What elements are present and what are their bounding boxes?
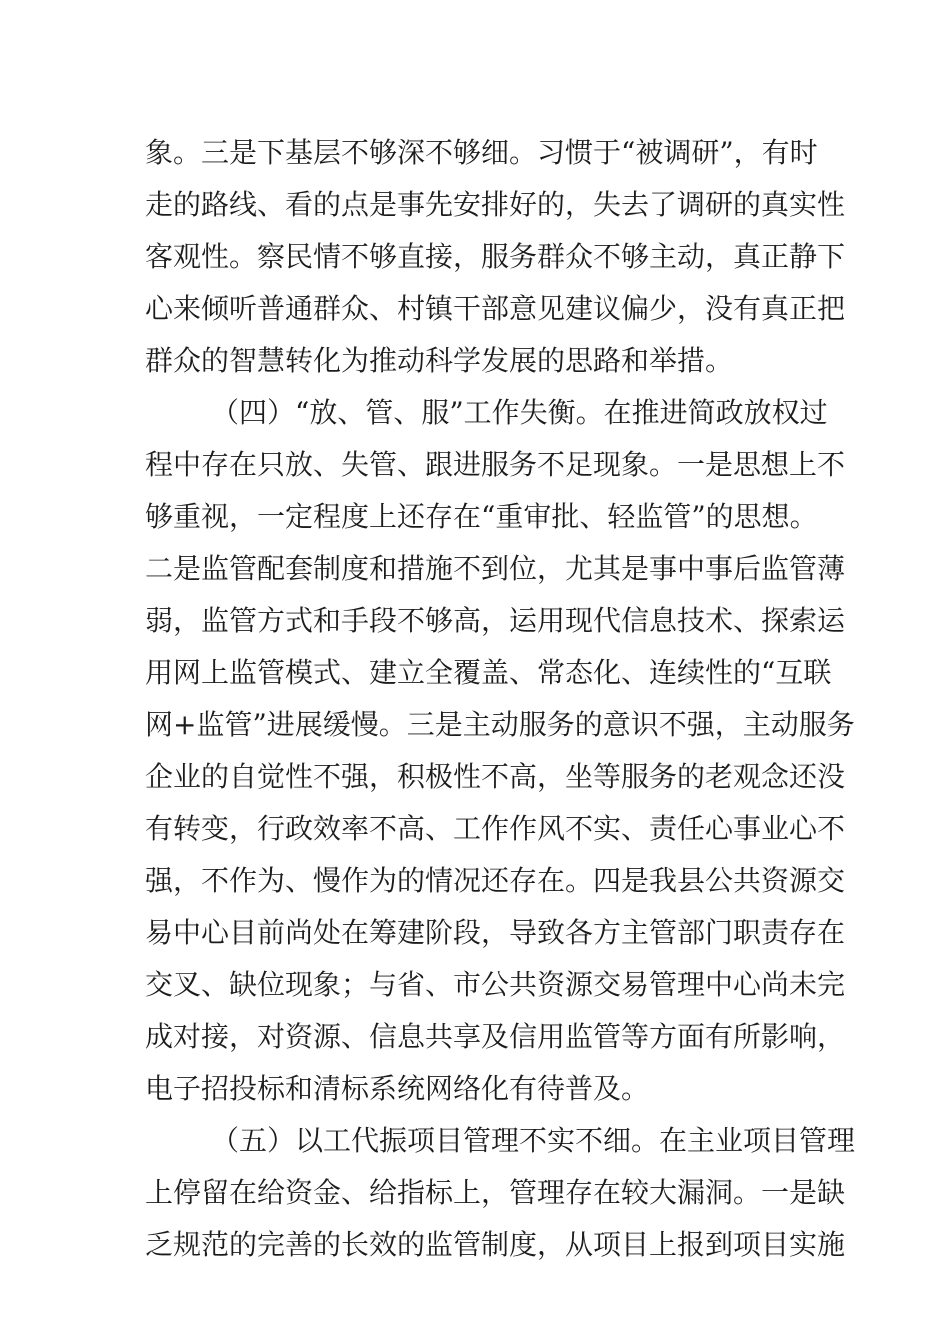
- text-line: 象。三是下基层不够深不够细。习惯于“被调研”，有时: [145, 136, 818, 169]
- text-line: 易中心目前尚处在筹建阶段，导致各方主管部门职责存在: [145, 916, 846, 949]
- text-line: 成对接，对资源、信息共享及信用监管等方面有所影响，: [145, 1020, 846, 1053]
- text-line: 客观性。察民情不够直接，服务群众不够主动，真正静下: [145, 240, 846, 273]
- text-line: 有转变，行政效率不高、工作作风不实、责任心事业心不: [145, 812, 846, 845]
- text-line: 群众的智慧转化为推动科学发展的思路和举措。: [145, 344, 734, 377]
- text-line: 乏规范的完善的长效的监管制度，从项目上报到项目实施: [145, 1228, 846, 1261]
- text-line: 电子招投标和清标系统网络化有待普及。: [145, 1072, 650, 1105]
- text-line: 走的路线、看的点是事先安排好的，失去了调研的真实性: [145, 188, 846, 221]
- text-line: 用网上监管模式、建立全覆盖、常态化、连续性的“互联: [145, 656, 832, 689]
- body-text: [145, 127, 856, 1271]
- section-heading-line: （四）“放、管、服”工作失衡。在推进简政放权过: [211, 396, 828, 429]
- text-line: 二是监管配套制度和措施不到位，尤其是事中事后监管薄: [145, 552, 846, 585]
- text-line: 企业的自觉性不强，积极性不高，坐等服务的老观念还没: [145, 760, 846, 793]
- text-line: 强，不作为、慢作为的情况还存在。四是我县公共资源交: [145, 864, 846, 897]
- text-line: 程中存在只放、失管、跟进服务不足现象。一是思想上不: [145, 448, 846, 481]
- text-line: 交叉、缺位现象；与省、市公共资源交易管理中心尚未完: [145, 968, 846, 1001]
- section-heading-line: （五）以工代振项目管理不实不细。在主业项目管理: [211, 1124, 856, 1157]
- text-line: 弱，监管方式和手段不够高，运用现代信息技术、探索运: [145, 604, 846, 637]
- text-line: 上停留在给资金、给指标上，管理存在较大漏洞。一是缺: [145, 1176, 846, 1209]
- text-line: 网+监管”进展缓慢。三是主动服务的意识不强，主动服务: [145, 708, 855, 741]
- text-line: 够重视，一定程度上还存在“重审批、轻监管”的思想。: [145, 500, 818, 533]
- text-line: 心来倾听普通群众、村镇干部意见建议偏少，没有真正把: [145, 292, 846, 325]
